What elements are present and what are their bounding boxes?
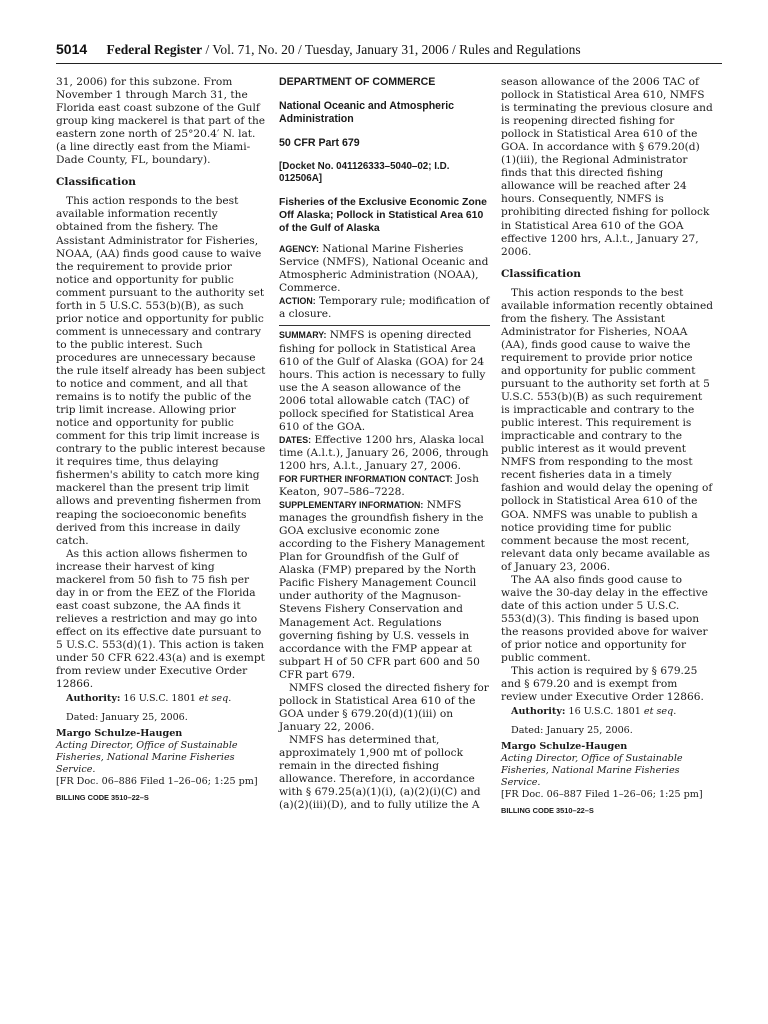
authority-text: 16 U.S.C. 1801: [123, 693, 196, 705]
dates-entry: [279, 434, 490, 473]
paragraph-waive-delay: The AA also finds good cause to waive the 30-day delay in the effective date of this action under 5 U.S.C. 553(d)(3). This finding is based upon the reasons provided above for waiver of prior notice and opportunity for public comment.: [501, 573, 708, 665]
action-text: Temporary rule; modification of a closure.: [279, 295, 490, 321]
classification-heading: Classification: [56, 176, 136, 189]
authority-line: [501, 706, 714, 718]
paragraph-closed: NMFS closed the directed fishery for pollock in Statistical Area 610 of the GOA under § 679.20(d)(1)(iii) on January 22, 2006.: [279, 681, 489, 733]
publication-citation: / Vol. 71, No. 20 / Tuesday, January 31, 2006 / Rules and Regulations: [205, 42, 581, 57]
paragraph-classification: This action responds to the best available information recently obtained from the fishery. The Assistant Administrator for Fisheries, NOAA, (AA) finds good cause to waive the requirement to provide prior notice and opportunity for public comment pursuant to the authority set forth in 5 U.S.C. 553(b)(B), as such prior notice and opportunity for public comment is unnecessary and contrary to the public interest. Such procedures are unnecessary because the rule itself already has been subject to notice and comment, and all that remains is to notify the public of the trip limit increase. Allowing prior notice and opportunity for public comment for this trip limit increase is contrary to the public interest because it requires time, thus delaying fishermen's ability to catch more king mackerel than the present trip limit allows and preventing fishermen from reaping the socioeconomic benefits derived from this increase in daily catch.: [56, 195, 266, 547]
signer-name: Margo Schulze-Haugen: [56, 728, 183, 740]
agency-heading: National Oceanic and Atmospheric Administration: [279, 100, 455, 126]
column-left: [56, 76, 266, 804]
agency-label: AGENCY:: [279, 244, 319, 255]
rule-title: Fisheries of the Exclusive Economic Zone Off Alaska; Pollock in Statistical Area 610 of the Gulf of Alaska: [279, 197, 487, 235]
contact-text: Josh Keaton, 907–586–7228.: [279, 472, 479, 499]
supplementary-label: SUPPLEMENTARY INFORMATION:: [279, 500, 424, 511]
paragraph-subzone: 31, 2006) for this subzone. From November 1 through March 31, the Florida east coast subzone of the Gulf group king mackerel is that part of the eastern zone north of 25°20.4′ N. lat. (a line directly east from the Miami-Dade County, FL, boundary).: [56, 76, 266, 167]
column-middle: [279, 76, 490, 812]
paragraph-action-effect: As this action allows fishermen to increase their harvest of king mackerel from 50 fish to 75 fish per day in or from the EEZ of the Florida east coast subzone, the AA finds it relieves a restriction and may go into effect on its effective date pursuant to 5 U.S.C. 553(d)(1). This action is taken under 50 CFR 622.43(a) and is exempt from review under Executive Order 12866.: [56, 547, 265, 691]
agency-text: National Marine Fisheries Service (NMFS), National Oceanic and Atmospheric Administration (NOAA), Commerce.: [279, 243, 489, 295]
contact-entry: [279, 473, 490, 499]
supplementary-text: NMFS manages the groundfish fishery in the GOA exclusive economic zone according to the Fishery Management Plan for Groundfish of the Gulf of Alaska (FMP) prepared by the North Pacific Fishery Management Council under authority of the Magnuson-Stevens Fishery Conservation and Management Act. Regulations governing fishing by U.S. vessels in accordance with the FMP appear at subpart H of 50 CFR part 600 and 50 CFR part 679.: [279, 499, 485, 681]
billing-code: BILLING CODE 3510–22–S: [501, 806, 594, 816]
dates-text: Effective 1200 hrs, Alaska local time (A.l.t.), January 26, 2006, through 1200 hrs, A.l.t., January 27, 2006.: [279, 433, 489, 472]
contact-label: FOR FURTHER INFORMATION CONTACT:: [279, 473, 453, 484]
supplementary-entry: [279, 499, 490, 682]
summary-text: NMFS is opening directed fishing for pollock in Statistical Area 610 of the Gulf of Alaska (GOA) for 24 hours. This action is necessary to fully use the A season allowance of the 2006 total allowable catch (TAC) of pollock specified for Statistical Area 610 of the GOA.: [279, 329, 486, 433]
signer-name: Margo Schulze-Haugen: [501, 741, 628, 753]
dated-line: Dated: January 25, 2006.: [511, 725, 633, 737]
authority-line: [56, 693, 266, 705]
paragraph-determined: NMFS has determined that, approximately 1,900 mt of pollock remain in the directed fishing allowance. Therefore, in accordance with § 679.25(a)(1)(i), (a)(2)(i)(C) and (a)(2)(iii)(D), and to fully utilize the A: [279, 733, 481, 812]
authority-text: 16 U.S.C. 1801: [568, 706, 641, 718]
cfr-part-heading: 50 CFR Part 679: [279, 137, 360, 150]
authority-etseq: et seq.: [643, 706, 677, 718]
docket-number: [Docket No. 041126333–5040–02; I.D. 012506A]: [279, 161, 450, 185]
action-entry: [279, 295, 490, 321]
classification-heading: Classification: [501, 267, 581, 280]
fr-doc-line: [FR Doc. 06–887 Filed 1–26–06; 1:25 pm]: [501, 789, 703, 801]
billing-code: BILLING CODE 3510–22–S: [56, 793, 149, 803]
signer-title: Acting Director, Office of Sustainable Fisheries, National Marine Fisheries Service.: [56, 740, 238, 776]
agency-entry: [279, 243, 490, 295]
authority-etseq: et seq.: [198, 693, 232, 705]
action-label: ACTION:: [279, 296, 316, 307]
page-header: [56, 41, 722, 64]
signer-title: Acting Director, Office of Sustainable Fisheries, National Marine Fisheries Service.: [501, 753, 683, 789]
section-divider: [279, 325, 490, 326]
dates-label: DATES:: [279, 434, 312, 445]
paragraph-required-by: This action is required by § 679.25 and § 679.20 and is exempt from review under Executive Order 12866.: [501, 665, 704, 704]
authority-label: Authority:: [66, 693, 121, 705]
publication-name: Federal Register: [106, 42, 203, 57]
fr-doc-line: [FR Doc. 06–886 Filed 1–26–06; 1:25 pm]: [56, 776, 258, 788]
summary-label: SUMMARY:: [279, 330, 327, 341]
authority-label: Authority:: [511, 706, 566, 718]
paragraph-classification: This action responds to the best available information recently obtained from the fishery. The Assistant Administrator for Fisheries, NOAA (AA), finds good cause to waive the requirement to provide prior notice and opportunity for public comment pursuant to the authority set forth at 5 U.S.C. 553(b)(B) as such requirement is impracticable and contrary to the public interest. This requirement is impracticable and contrary to the public interest as it would prevent NMFS from responding to the most recent fisheries data in a timely fashion and would delay the opening of pollock in Statistical Area 610 of the GOA. NMFS was unable to publish a notice providing time for public comment because the most recent, relevant data only became available as of January 23, 2006.: [501, 286, 714, 573]
paragraph-season-allowance: season allowance of the 2006 TAC of pollock in Statistical Area 610, NMFS is terminating the previous closure and is reopening directed fishing for pollock in Statistical Area 610 of the GOA. In accordance with § 679.20(d)(1)(iii), the Regional Administrator finds that this directed fishing allowance will be reached after 24 hours. Consequently, NMFS is prohibiting directed fishing for pollock in Statistical Area 610 of the GOA effective 1200 hrs, A.l.t., January 27, 2006.: [501, 76, 713, 258]
department-heading: DEPARTMENT OF COMMERCE: [279, 76, 436, 88]
dated-line: Dated: January 25, 2006.: [66, 712, 188, 724]
column-right: [501, 76, 714, 817]
summary-entry: [279, 329, 490, 433]
page-number: 5014: [56, 41, 88, 57]
